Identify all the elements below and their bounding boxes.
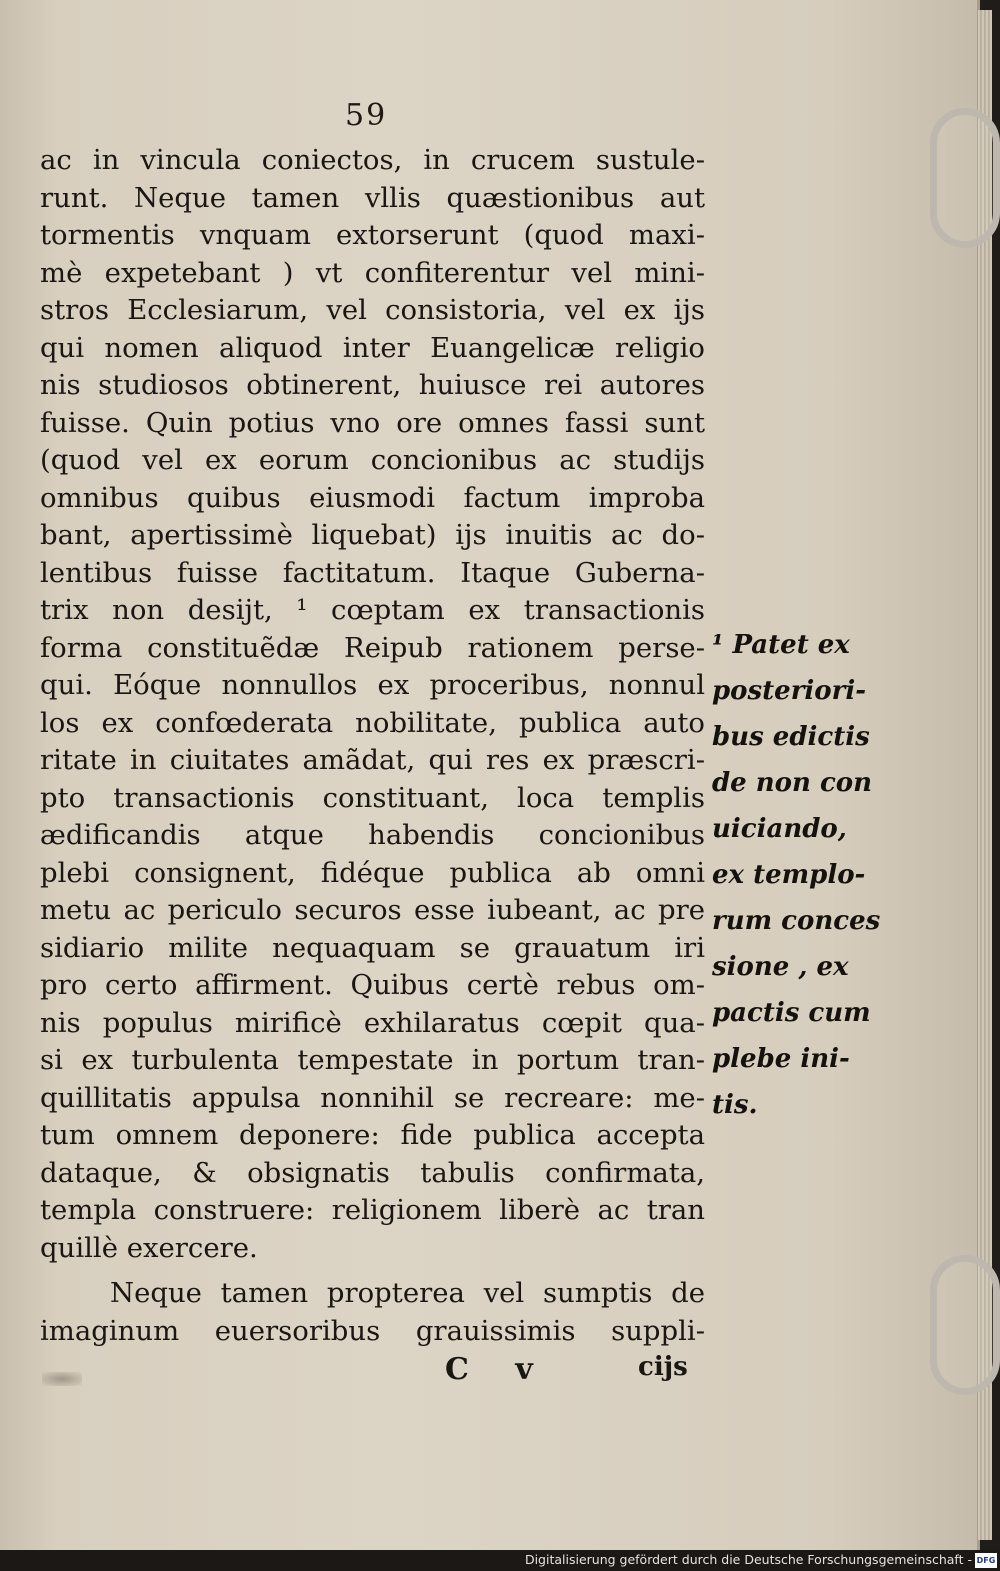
text-line: qui nomen aliquod inter Euangelicæ religio [40, 331, 705, 364]
book-clip-bottom [930, 1255, 1000, 1395]
text-line: ac in vincula coniectos, in crucem sustule- [40, 144, 705, 176]
footer-bar [0, 1550, 1000, 1571]
margin-note [712, 622, 881, 1128]
text-line: trix non desijt, ¹ cœptam ex transactionis [40, 594, 705, 626]
text-line: tum omnem deponere: fide publica accepta [40, 1119, 705, 1151]
text-line: forma constituẽdæ Reipub rationem perse- [40, 631, 705, 664]
text-line: mè expetebant ) vt confiterentur vel mini- [40, 256, 705, 289]
text-line: runt. Neque tamen vllis quæstionibus aut [40, 181, 705, 214]
text-line: nis studiosos obtinerent, huiusce rei autores [40, 369, 705, 401]
page-number: 59 [345, 98, 388, 133]
text-line: stros Ecclesiarum, vel consistoria, vel ex ijs [40, 294, 705, 326]
margin-note-line: ex templo- [712, 860, 866, 890]
text-line: lentibus fuisse factitatum. Itaque Guberna- [40, 556, 705, 589]
text-line: nis populus mirificè exhilaratus cœpit qua- [40, 1006, 705, 1039]
text-line: plebi consignent, fidéque publica ab omni [40, 856, 705, 889]
footer-credit: Digitalisierung gefördert durch die Deutsche Forschungsgemeinschaft - [524, 1552, 972, 1567]
catchword: cijs [638, 1352, 688, 1382]
margin-note-line: rum conces [712, 906, 881, 936]
text-line: bant, apertissimè liquebat) ijs inuitis ac do- [40, 519, 705, 551]
text-line: sidiario milite nequaquam se grauatum iri [40, 931, 705, 964]
text-line: ædificandis atque habendis concionibus [40, 819, 705, 851]
text-line: pto transactionis constituant, loca templis [40, 781, 705, 814]
main-text-block [40, 142, 705, 1350]
margin-note-line: uiciando, [712, 814, 847, 844]
text-line: los ex confœderata nobilitate, publica auto [40, 706, 705, 739]
signature-line [0, 1352, 1000, 1392]
text-line: fuisse. Quin potius vno ore omnes fassi sunt [40, 406, 705, 439]
text-line: metu ac periculo securos esse iubeant, ac pre [40, 894, 705, 926]
text-line: Neque tamen propterea vel sumptis de [110, 1277, 705, 1309]
text-line: templa construere: religionem liberè ac tran [40, 1194, 705, 1226]
text-line: pro certo affirment. Quibus certè rebus om- [40, 969, 705, 1001]
margin-note-line: sione , ex [712, 952, 849, 982]
text-line: ritate in ciuitates amãdat, qui res ex præscri- [40, 744, 705, 776]
margin-note-line: posteriori- [712, 676, 866, 706]
text-line: (quod vel ex eorum concionibus ac studijs [40, 444, 705, 476]
text-line: imaginum euersoribus grauissimis suppli- [40, 1314, 705, 1347]
text-line: si ex turbulenta tempestate in portum tran- [40, 1044, 705, 1076]
book-clip-top [930, 108, 1000, 248]
margin-note-line: tis. [712, 1090, 758, 1120]
text-line: dataque, & obsignatis tabulis confirmata, [40, 1156, 705, 1189]
text-line: quillitatis appulsa nonnihil se recreare: me- [40, 1081, 705, 1114]
text-line: quillè exercere. [40, 1231, 258, 1264]
signature-mark: C v [445, 1352, 551, 1387]
margin-note-line: ¹ Patet ex [712, 630, 850, 660]
text-line: qui. Eóque nonnullos ex proceribus, nonnul [40, 669, 705, 701]
margin-note-line: bus edictis [712, 722, 870, 752]
margin-note-line: pactis cum [712, 998, 871, 1028]
margin-note-line: plebe ini- [712, 1044, 850, 1074]
text-line: tormentis vnquam extorserunt (quod maxi- [40, 219, 705, 251]
dfg-logo: DFG [975, 1553, 997, 1568]
text-line: omnibus quibus eiusmodi factum improba [40, 481, 705, 514]
margin-note-line: de non con [712, 768, 873, 798]
